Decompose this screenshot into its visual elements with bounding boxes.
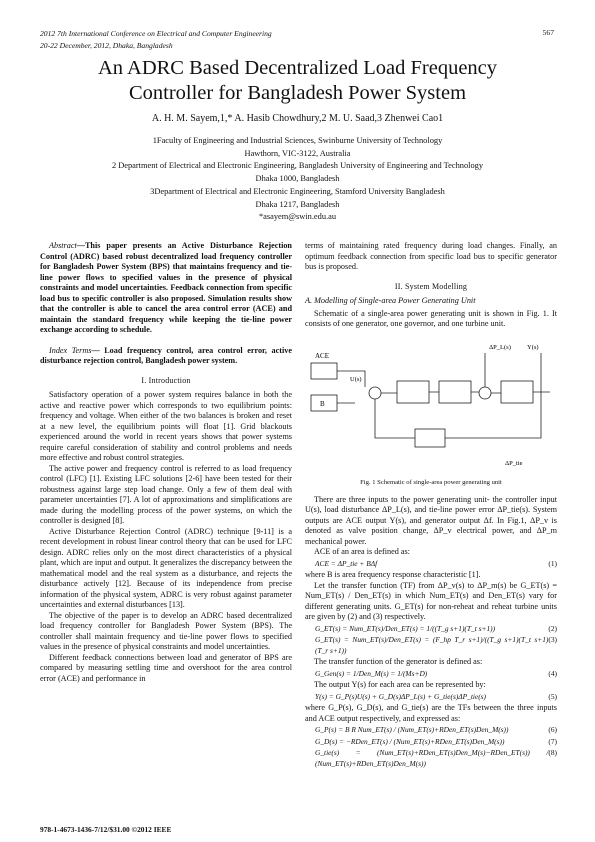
load-disturbance-label: ΔP_L(s) xyxy=(489,343,511,351)
copyright-footer: 978-1-4673-1436-7/12/$31.00 ©2012 IEEE xyxy=(40,825,172,834)
paragraph: The output Y(s) for each area can be represented by: xyxy=(314,680,486,689)
load-summing-junction xyxy=(479,387,491,399)
paragraph: The transfer function of the generator is defined as: xyxy=(314,657,483,666)
equation-5: Y(s) = G_P(s)U(s) + G_D(s)ΔP_L(s) + G_tie(s)ΔP_tie(s) (5) xyxy=(315,691,557,701)
equation-number: (2) xyxy=(548,623,557,633)
droop-block xyxy=(415,429,445,447)
running-header xyxy=(40,28,272,52)
section-heading: II. System Modelling xyxy=(394,281,468,291)
b-label: B xyxy=(320,399,325,408)
figure-caption: Fig. 1 Schematic of single-area power generating unit xyxy=(360,479,502,486)
equation-number: (6) xyxy=(548,725,557,734)
paragraph: ACE of an area is defined as: xyxy=(314,547,410,556)
conference-dates: 20-22 December, 2012, Dhaka, Bangladesh xyxy=(40,41,173,50)
abstract-label: Abstract xyxy=(49,241,77,250)
authors: A. H. M. Sayem,1,* A. Hasib Chowdhury,2 M. U. Saad,3 Zhenwei Cao1 xyxy=(151,113,444,124)
paragraph: There are three inputs to the power generating unit- the controller input U(s), load disturbance ΔP_L(s), and tie-line power error ΔP_tie(s). System outputs are ACE output Y(s), and generator output Δf. In Fig.1, ΔP_v is denoted as valve position change, ΔP_v electrical power, and ΔP_m mechanical power. xyxy=(305,494,557,546)
equation-number: (7) xyxy=(548,736,557,746)
paragraph: The active power and frequency control is referred to as load frequency control (LFC) [1]. Existing LFC solutions [2-6] have been tested for their robustness against large step load change. Only a few of them deal with parameter uncertainties [7]. A lot of approximations and simplifications are made during the modelling process of the power systems, on which the controller is designed [8]. xyxy=(40,463,292,525)
affiliation-line: Hawthorn, VIC-3122, Australia xyxy=(244,148,351,158)
equation-number: (5) xyxy=(548,691,557,701)
right-column xyxy=(305,241,557,770)
affiliation-line: 2 Department of Electrical and Electronic Engineering, Bangladesh University of Engineering and Technology xyxy=(111,161,484,171)
equation-number: (8) xyxy=(548,748,557,757)
subsection-heading: A. Modelling of Single-area Power Generating Unit xyxy=(305,296,476,305)
conference-name: 2012 7th International Conference on Electrical and Computer Engineering xyxy=(40,29,272,38)
equation-number: (3) xyxy=(548,635,557,644)
contact-email: *asayem@swin.edu.au xyxy=(258,212,337,222)
abstract-text: —This paper presents an Active Disturbance Rejection Control (ADRC) based robust decentralized load frequency controller for Bangladesh Power System (BPS) that maintains frequency and tie-line power flows to specified values in the presence of physical constraints and model uncertainties. Feedback connection from specific load bus to specific controller is also proposed. Simulation results show that the controller is able to cancel the area control error (ACE) and maintain the standard frequency while keeping the tie-line power exchange according to schedule. xyxy=(40,241,292,334)
turbine-block xyxy=(439,381,471,403)
affiliation-line: 3Department of Electrical and Electronic Engineering, Stamford University Bangladesh xyxy=(150,186,445,196)
abstract xyxy=(40,241,292,336)
equation-3: G_ET(s) = Num_ET(s)/Den_ET(s) = (F_hp T_r s+1)/((T_g s+1)(T_t s+1)(T_r s+1)) (3) xyxy=(315,635,557,655)
tie-line-label: ΔP_tie xyxy=(505,459,523,467)
paragraph: Active Disturbance Rejection Control (ADRC) technique [9-11] is a recent development in robust linear control theory that can be used for LFC design. ADRC relies only on the most direct characteristics of a physical plant, which are input and output. It generalizes the discrepancy between the mathematical model and the real system as a disturbance, and rejects the disturbance actively [12]. Because of its independence from precise information of the physical system, ADRC is very robust against parameter uncertainties and external disturbances [13]. xyxy=(40,526,292,609)
paragraph: terms of maintaining rated frequency during load changes. Finally, an optimum feedback connection from specific load bus to specific generator bus is proposed. xyxy=(305,241,557,271)
index-terms-label: Index Terms xyxy=(49,345,92,355)
equation-number: (1) xyxy=(548,558,557,568)
equation-4: G_Gen(s) = 1/Den_M(s) = 1/(Ms+D) (4) xyxy=(315,668,557,678)
paragraph: Let the transfer function (TF) from ΔP_v(s) to ΔP_m(s) be G_ET(s) = Num_ET(s) / Den_ET(s) in which Num_ET(s) and Den_ET(s) vary for different generating units. G_ET(s) for non-reheat and reheat turbine units are given by (2) and (3) respectively. xyxy=(305,580,557,621)
equation-number: (4) xyxy=(548,668,557,678)
paragraph: where G_P(s), G_D(s), and G_tie(s) are the TFs between the three inputs and ACE output respectively, and expressed as: xyxy=(305,703,557,723)
paper-title xyxy=(40,56,555,106)
equation-7: G_D(s) = −RDen_ET(s) / (Num_ET(s)+RDen_ET(s)Den_M(s)) (7) xyxy=(315,736,557,746)
title-line-2: Controller for Bangladesh Power System xyxy=(128,82,467,104)
index-terms xyxy=(40,346,292,367)
index-terms-text: — Load frequency control, area control error, active disturbance rejection control, Bangladesh power system. xyxy=(40,345,292,365)
equation-2: G_ET(s) = Num_ET(s)/Den_ET(s) = 1/((T_g s+1)(T_t s+1)) (2) xyxy=(315,623,557,633)
affiliations xyxy=(40,135,555,224)
ace-block xyxy=(311,363,337,379)
paragraph: The objective of the paper is to develop an ADRC based decentralized load frequency controller for Bangladesh Power System (BPS). The controller shall maintain frequency and tie-line power flows to specified values in the presence of physical constraints and model uncertainties. xyxy=(40,610,292,651)
paragraph: Satisfactory operation of a power system requires balance in both the active and reactive power which corresponds to two equilibrium points: frequency and voltage. When either of the two balances is broken and reset at a new level, the equilibrium points will float [1]. Grid blackouts experienced around the world in recent years shows that power systems require careful consideration of stability and control problems and needs more effective and robust control strategies. xyxy=(40,390,292,462)
block-diagram-figure xyxy=(305,333,557,473)
governor-block xyxy=(397,381,429,403)
equation-8: G_tie(s) = (Num_ET(s)+RDen_ET(s)Den_M(s)−RDen_ET(s)) / (Num_ET(s)+RDen_ET(s)Den_M(s)) (8) xyxy=(315,748,557,768)
affiliation-line: Dhaka 1000, Bangladesh xyxy=(255,174,340,184)
affiliation-line: 1Faculty of Engineering and Industrial Sciences, Swinburne University of Technology xyxy=(152,136,443,145)
left-column xyxy=(40,241,292,684)
section-heading: I. Introduction xyxy=(141,375,191,385)
equation-6: G_P(s) = B R Num_ET(s) / (Num_ET(s)+RDen_ET(s)Den_M(s)) (6) xyxy=(315,725,557,734)
equation-1: ACE = ΔP_tie + BΔf (1) xyxy=(315,558,557,568)
affiliation-line: Dhaka 1217, Bangladesh xyxy=(255,199,340,209)
u-input-label: U(s) xyxy=(350,375,362,383)
summing-junction xyxy=(369,387,381,399)
paragraph: where B is area frequency response characteristic [1]. xyxy=(305,570,481,579)
page-number: 567 xyxy=(542,28,554,37)
output-label: Y(s) xyxy=(527,343,539,351)
ace-label: ACE xyxy=(315,351,329,360)
paragraph: Schematic of a single-area power generating unit is shown in Fig. 1. It consists of one generator, one governor, and one turbine unit. xyxy=(305,308,557,328)
title-line-1: An ADRC Based Decentralized Load Frequency xyxy=(97,57,498,79)
paragraph: Different feedback connections between load and generator of BPS are compared by measuring settling time and overshoot for the area control error (ACE) and performance in xyxy=(40,652,292,683)
generator-block xyxy=(501,381,533,403)
